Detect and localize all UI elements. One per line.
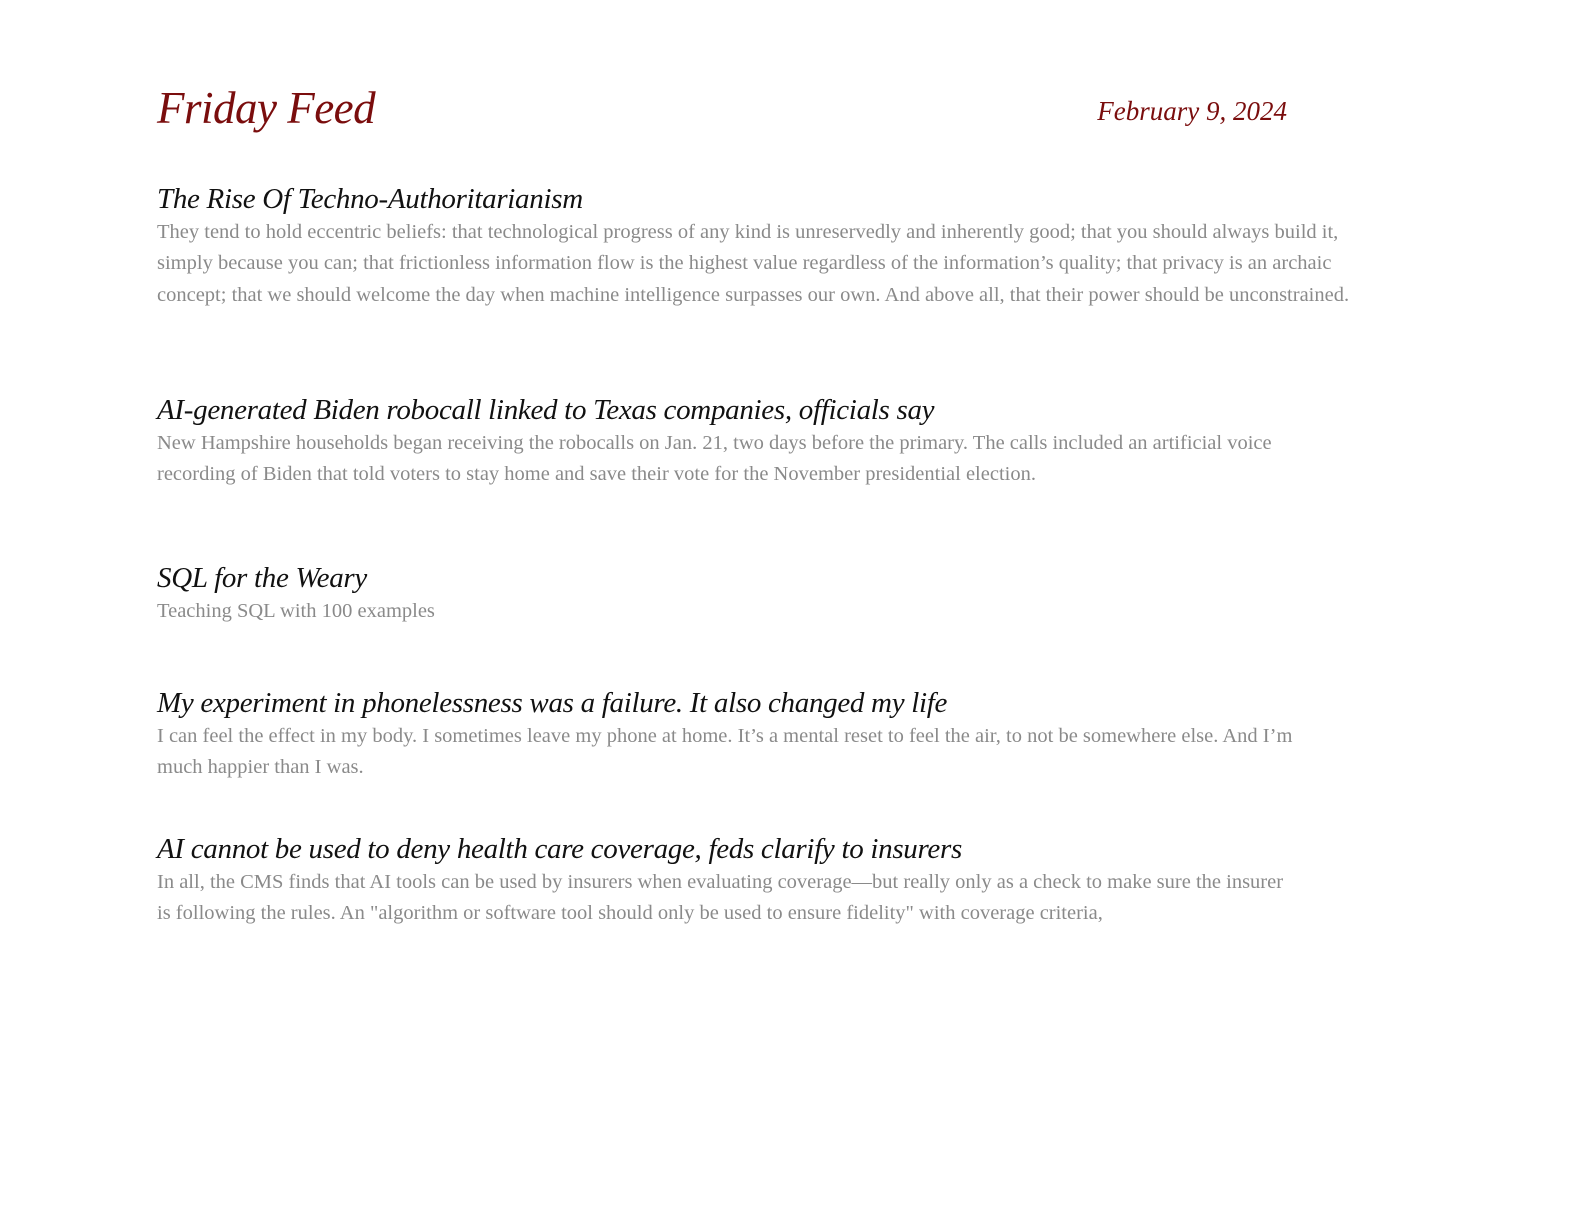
feed-header	[157, 82, 1287, 138]
article-title-link[interactable]: The Rise Of Techno-Authoritarianism	[157, 183, 583, 215]
article-item	[157, 392, 1357, 491]
article-item	[157, 831, 1357, 930]
article-summary: New Hampshire households began receiving the robocalls on Jan. 21, two days before the primary. The calls included an artificial voice recording of Biden that told voters to stay home and save their vote for the November presidential election.	[157, 432, 1272, 486]
article-title-link[interactable]: AI-generated Biden robocall linked to Texas companies, officials say	[157, 394, 935, 426]
article-summary: I can feel the effect in my body. I sometimes leave my phone at home. It’s a mental reset to feel the air, to not be somewhere else. And I’m much happier than I was.	[157, 725, 1293, 779]
article-item	[157, 181, 1357, 311]
article-title-link[interactable]: My experiment in phonelessness was a failure. It also changed my life	[157, 687, 948, 719]
article-summary: Teaching SQL with 100 examples	[157, 600, 435, 622]
article-summary: In all, the CMS finds that AI tools can be used by insurers when evaluating coverage—but really only as a check to make sure the insurer is following the rules. An "algorithm or software tool should only be used to ensure fidelity" with coverage criteria,	[157, 871, 1284, 925]
feed-date: February 9, 2024	[1097, 96, 1287, 126]
article-summary: They tend to hold eccentric beliefs: that technological progress of any kind is unreservedly and inherently good; that you should always build it, simply because you can; that frictionless information flow is the highest value regardless of the information’s quality; that privacy is an archaic concept; that we should welcome the day when machine intelligence surpasses our own. And above all, that their power should be unconstrained.	[157, 221, 1350, 306]
article-item	[157, 560, 1357, 627]
feed-page	[157, 0, 1357, 1224]
feed-title: Friday Feed	[157, 83, 376, 133]
article-item	[157, 685, 1357, 784]
article-title-link[interactable]: SQL for the Weary	[157, 562, 367, 594]
article-title-link[interactable]: AI cannot be used to deny health care coverage, feds clarify to insurers	[157, 833, 962, 865]
